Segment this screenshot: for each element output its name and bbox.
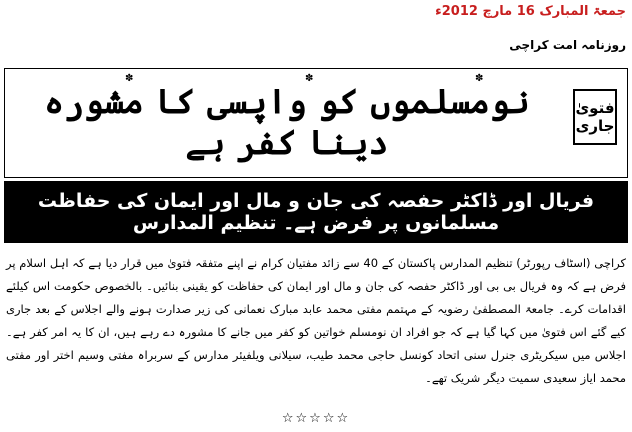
star-ornament-icon: ✽	[125, 73, 134, 84]
headline: نومسلموں کو واپسی کا مشورہ دینا کفر ہے	[44, 82, 530, 163]
subheadline-bar	[4, 181, 628, 243]
fatwa-badge	[573, 89, 617, 145]
star-ornament-icon: ✽	[475, 73, 484, 84]
stars-divider: ☆☆☆☆☆	[281, 411, 351, 426]
article-body: کراچی (اسٹاف رپورٹر) تنظیم المدارس پاکستان کے 40 سے زائد مفتیان کرام نے اپنے متفقہ فتویٰ میں قرار دیا ہے کہ اہل اسلام پر فرض ہے کہ وہ فریال بی بی اور ڈاکٹر حفصہ کی جان و مال اور ایمان کی حفاظت کو یقینی بنائیں۔ بالخصوص حکومت اس کیلئے اقدامات کرے۔ جامعۃ المصطفیٰ رضویہ کے مہتمم مفتی محمد عابد مبارک نعمانی کی زیر صدارت ہونے والے اجلاس کے بعد جاری کیے گئے اس فتویٰ میں کہا گیا ہے کہ جو افراد ان نومسلم خواتین کو کفر میں جانے کا مشورہ دے رہے ہیں، ان کا یہ امر کفر ہے۔ اجلاس میں سیکریٹری جنرل سنی اتحاد کونسل حاجی محمد طیب، سیلانی ویلفیئر مدارس کے سربراہ مفتی وسیم اختر اور مفتی محمد ایاز سعیدی سمیت دیگر شریک تھے۔	[6, 256, 626, 385]
date-line: جمعۃ المبارک 16 مارچ 2012ء	[435, 4, 626, 19]
subheadline: فریال اور ڈاکٹر حفصہ کی جان و مال اور ایمان کی حفاظت مسلمانوں پر فرض ہے۔ تنظیم المدارس	[37, 190, 595, 234]
newspaper-source: روزنامہ امت کراچی	[509, 38, 626, 52]
headline-box	[4, 68, 628, 178]
star-ornament-icon: ✽	[305, 73, 314, 84]
badge-line-2: جاری	[575, 117, 615, 135]
badge-line-1: فتویٰ	[575, 99, 615, 117]
